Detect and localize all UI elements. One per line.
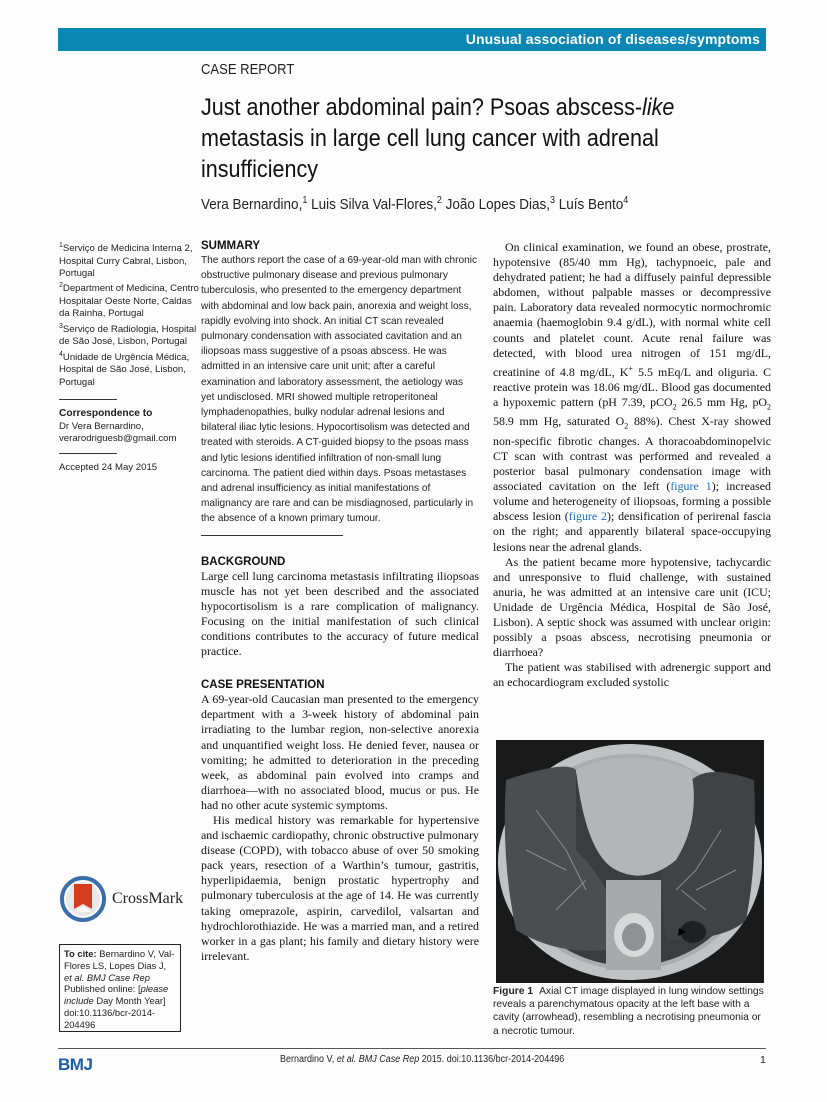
divider [59, 399, 117, 400]
cite-authors: Bernardino V, Val-Flores LS, Lopes Dias J, [64, 948, 175, 971]
title-part-2: metastasis in large cell lung cancer with adrenal insufficiency [201, 125, 659, 183]
affiliation [59, 321, 199, 349]
figure-1-caption [493, 985, 768, 1038]
accepted-date: Accepted 24 May 2015 [59, 462, 158, 474]
cite-date: Day Month Year] [93, 995, 166, 1007]
affiliation-number: 2 [59, 282, 63, 290]
cite-label: To cite: [64, 948, 97, 959]
author-list [201, 195, 628, 213]
author-name[interactable]: Luis Silva Val-Flores, [311, 196, 437, 213]
correspondence-heading: Correspondence to [59, 408, 153, 420]
text: ); densification of perirenal fascia on the right; and apparently bilateral space-occupying lesions near the adrenal glands. [493, 509, 772, 554]
figure-1-caption-text: Axial CT image displayed in lung window settings reveals a parenchymatous opacity at the left base with a cavity (arrowhead), resembling a necrotising pneumonia or a necrotic tumour. [493, 986, 764, 1037]
crossmark-badge[interactable] [60, 876, 183, 922]
clinical-exam-paragraph [493, 240, 771, 555]
crossmark-label: CrossMark [112, 890, 184, 907]
affiliation [59, 240, 199, 280]
case-presentation-paragraph: His medical history was remarkable for hypertensive and ischaemic cardiopathy, chronic obstructive pulmonary disease (COPD), with tobacco abuse of over 50 smoking pack years, resection of a Warthin’s tumour, gastritis, hyperlipidaemia, benign prostatic hypertrophy and pulmonary tuberculosis at the age of 14. He was currently taking omeprazole, aspirin, carvedilol, valsartan and hydrochlorothiazide. He was a married man, and a retired worker in a gas plant; his family and dietary history were irrelevant. [201, 812, 479, 963]
affiliation-text: Serviço de Medicina Interna 2, Hospital Curry Cabral, Lisbon, Portugal [59, 243, 193, 279]
summary-heading: SUMMARY [201, 240, 260, 252]
text: 2 [766, 402, 771, 412]
figure-1-label: Figure 1 [493, 986, 534, 997]
footer-cite-authors: Bernardino V, [280, 1054, 337, 1065]
text: + [628, 363, 633, 373]
title-part-1: Just another abdominal pain? Psoas abscess- [201, 94, 643, 121]
affiliation-number: 3 [59, 322, 63, 330]
bmj-logo[interactable]: BMJ [58, 1055, 93, 1074]
cite-journal: et al. BMJ Case Rep [64, 971, 150, 983]
text: 5.5 mEq/L and oliguria. C reactive protein was 18.06 mg/dL. Blood gas documented a hypoxemic pattern (pH 7.39, pCO [493, 364, 772, 409]
text: ); increased volume and heterogeneity of iliopsoas, forming a possible abscess lesion ( [493, 479, 771, 524]
stabilisation-paragraph: The patient was stabilised with adrenergic support and an echocardiogram excluded systolic [493, 660, 771, 690]
cite-published: Published online: [ [64, 983, 141, 995]
footer-cite-journal: et al. BMJ Case Rep [336, 1054, 420, 1065]
sidebar [59, 240, 199, 475]
author-affiliation-ref[interactable]: 4 [623, 195, 629, 206]
divider [59, 453, 117, 454]
cite-please-include: please include [64, 983, 169, 1007]
text: 58.9 mm Hg, saturated O [493, 414, 625, 429]
figure-2-link[interactable]: figure 2 [568, 509, 607, 524]
affiliation-number: 1 [59, 242, 63, 249]
correspondence-name: Dr Vera Bernardino, [59, 420, 144, 432]
author-name[interactable]: João Lopes Dias, [445, 196, 550, 213]
right-column [493, 240, 771, 690]
affiliation-number: 4 [59, 350, 63, 358]
summary-text: The authors report the case of a 69-year-old man with chronic obstructive pulmonary disease and previous pulmonary tuberculosis, who presented to the emergency department with abdominal and low back pain, anorexia and weight loss, rapidly evolving into shock. An initial CT scan revealed pulmonary condensation with associated cavitation and an iliopsoas mass suggestive of a psoas abscess. He was admitted in an intensive care unit unit; after a careful examination and laboratory assessment, the aetiology was yet undisclosed. MRI showed multiple retroperitoneal lymphadenopathies, bulky nodular adrenal lesions and bilateral iliac lytic lesions. Hypocortisolism was detected and treated with steroids. A CT-guided biopsy to the psoas mass and lytic lesions identified infiltration of non-small lung carcinoma. The patient died within days. Psoas metastases and adrenal insufficiency as initial manifestations of malignancy are rare and can be misdiagnosed, particularly in the absence of a known primary tumour. [201, 255, 478, 525]
background-heading: BACKGROUND [201, 555, 286, 568]
footer-cite-doi: 2015. doi:10.1136/bcr-2014-204496 [419, 1054, 565, 1065]
case-presentation-heading: CASE PRESENTATION [201, 679, 325, 692]
author-affiliation-ref[interactable]: 2 [436, 195, 442, 206]
author-affiliation-ref[interactable]: 3 [549, 195, 555, 206]
article-type: CASE REPORT [201, 62, 295, 78]
correspondence-email[interactable]: verarodriguesb@gmail.com [59, 433, 177, 445]
author-name[interactable]: Vera Bernardino, [201, 196, 303, 213]
footer-divider [58, 1048, 766, 1049]
author-affiliation-ref[interactable]: 1 [302, 195, 308, 206]
crossmark-icon [60, 876, 106, 922]
affiliation-text: Department of Medicina, Centro Hospitalar Oeste Norte, Caldas da Rainha, Portugal [59, 283, 199, 320]
footer-citation [280, 1054, 564, 1065]
affiliation-text: Serviço de Radiologia, Hospital de São José, Lisbon, Portugal [59, 324, 197, 348]
author-name[interactable]: Luís Bento [558, 196, 624, 213]
case-presentation-paragraph: A 69-year-old Caucasian man presented to the emergency department with a 3-week history of abdominal pain irradiating to the lumbar region, non-selective anorexia and unquantified weight loss. He denied fever, nausea or vomiting; he admitted to deterioration in the preceding week, as abdominal pain evolved into cramps and diarrhoea—with no associated blood, mucus or pus. He had no other acute systemic symptoms. [201, 692, 479, 812]
text: 2 [672, 402, 677, 412]
text: 26.5 mm Hg, pO [676, 394, 767, 409]
text: 2 [624, 421, 629, 431]
page-number: 1 [760, 1054, 766, 1066]
affiliation-text: Unidade de Urgência Médica, Hospital de São José, Lisbon, Portugal [59, 352, 190, 388]
title-italic: like [642, 94, 675, 121]
figure-1-ct-image[interactable] [496, 740, 764, 983]
background-text: Large cell lung carcinoma metastasis infiltrating iliopsoas muscle has not yet been described and the associated hypocortisolism is a rare complication of malignancy. Focusing on the initial manifestation of such clinical conditions contributes to the accuracy of future medical practice. [201, 568, 479, 659]
cite-doi[interactable]: doi:10.1136/bcr-2014-204496 [64, 1006, 156, 1030]
divider [201, 535, 343, 536]
middle-column [201, 240, 479, 964]
affiliation [59, 280, 199, 320]
icu-paragraph: As the patient became more hypotensive, tachycardic and unresponsive to fluid challenge, with sustained anuria, he was admitted at an intensive care unit (ICU; Unidade de Urgência Médica, Hospital de São José, Lisbon). A septic shock was assumed with unclear origin: possibly a psoas abscess, necrotising pneumonia or diarrhoea? [493, 554, 771, 660]
figure-1-link[interactable]: figure 1 [670, 479, 712, 494]
text: 88%). Chest X-ray showed non-specific fibrotic changes. A thoracoabdominopelvic CT scan with contrast was performed and revealed a posterior basal pulmonary condensation image with associated cavitation on the left ( [493, 414, 771, 494]
affiliation [59, 349, 199, 389]
section-banner: Unusual association of diseases/symptoms [58, 28, 766, 51]
text: On clinical examination, we found an obese, prostrate, hypotensive (85/40 mm Hg), tachypnoeic, pale and dehydrated patient; he had a diffusely painful depressible abdomen, without palpable masses or decompressive pain. Laboratory data revealed normocytic normochromic anaemia (haemoglobin 9.4 g/dL), with normal white cell counts and platelet count. Acute renal failure was detected, with blood urea nitrogen of 151 mg/dL, creatinine of 4.8 mg/dL, K [493, 240, 771, 379]
ct-scan-illustration [496, 740, 764, 983]
article-title [201, 92, 764, 185]
citation-box [59, 944, 181, 1032]
